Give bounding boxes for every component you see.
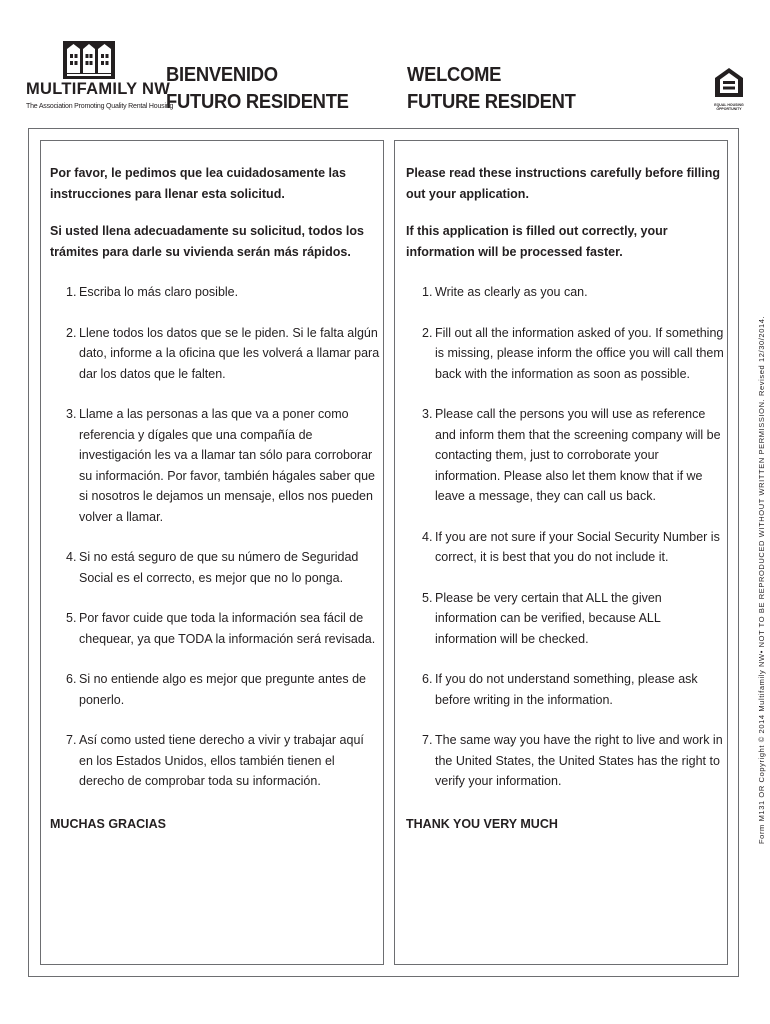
equal-housing-text-line1: EQUAL HOUSING xyxy=(714,103,744,107)
english-heading-line2: FUTURE RESIDENT xyxy=(407,91,576,113)
english-instruction-list xyxy=(406,282,724,792)
item-text: Llene todos los datos que se le piden. Si le falta algún dato, informe a la oficina que les volverá a llamar para dar los datos que le falten. xyxy=(79,325,380,381)
list-item xyxy=(406,669,724,710)
item-number: 1. xyxy=(66,285,77,299)
spanish-instructions xyxy=(50,163,380,834)
multifamily-nw-logo xyxy=(26,40,174,120)
item-number: 6. xyxy=(422,672,433,686)
list-item xyxy=(406,527,724,568)
equal-housing-text xyxy=(712,103,746,111)
item-text: Si no está seguro de que su número de Seguridad Social es el correcto, es mejor que no lo ponga. xyxy=(79,550,359,585)
english-intro-2: If this application is filled out correctly, your information will be processed faster. xyxy=(406,224,668,259)
item-text: Please call the persons you will use as reference and inform them that the screening company will be contacting them, just to corroborate your information. Please also let them know that if we leave a message, they can call us back. xyxy=(435,407,721,503)
item-text: Please be very certain that ALL the given information can be verified, because ALL information will be checked. xyxy=(435,590,662,646)
item-text: Escriba lo más claro posible. xyxy=(79,285,239,299)
list-item xyxy=(50,608,380,649)
list-item xyxy=(50,730,380,792)
spanish-intro-2: Si usted llena adecuadamente su solicitud, todos los trámites para darle su vivienda serán más rápidos. xyxy=(50,224,364,259)
item-number: 4. xyxy=(422,529,433,544)
item-number: 5. xyxy=(422,590,433,605)
item-text: If you do not understand something, please ask before writing in the information. xyxy=(435,672,698,707)
list-item xyxy=(406,404,724,507)
english-heading-line1: WELCOME xyxy=(407,64,502,86)
spanish-instruction-list xyxy=(50,282,380,792)
logo-tagline: The Association Promoting Quality Rental Housing xyxy=(26,103,174,110)
item-text: Así como usted tiene derecho a vivir y trabajar aquí en los Estados Unidos, ellos también tienen el derecho de comprobar toda su información. xyxy=(79,733,364,788)
list-item xyxy=(406,588,724,650)
english-intro-1: Please read these instructions carefully before filling out your application. xyxy=(406,166,720,201)
item-number: 7. xyxy=(422,733,433,747)
building-logo-icon xyxy=(62,40,116,80)
english-thanks: THANK YOU VERY MUCH xyxy=(406,816,558,831)
english-instructions xyxy=(406,163,724,834)
item-text: Por favor cuide que toda la información sea fácil de chequear, ya que TODA la información será revisada. xyxy=(79,611,376,646)
item-number: 3. xyxy=(66,407,77,421)
list-item xyxy=(50,404,380,527)
item-number: 2. xyxy=(66,325,77,340)
list-item xyxy=(50,669,380,710)
spanish-thanks: MUCHAS GRACIAS xyxy=(50,816,166,831)
spanish-intro-1: Por favor, le pedimos que lea cuidadosamente las instrucciones para llenar esta solicitud. xyxy=(50,166,346,201)
spanish-heading-line2: FUTURO RESIDENTE xyxy=(166,91,349,113)
spanish-heading-line1: BIENVENIDO xyxy=(166,64,278,86)
equal-housing-text-line2: OPPORTUNITY xyxy=(716,107,742,111)
logo-name: MULTIFAMILY NW xyxy=(26,80,171,98)
english-heading xyxy=(407,62,576,116)
item-text: The same way you have the right to live and work in the United States, the United States has the right to verify your information. xyxy=(435,733,723,788)
list-item xyxy=(50,282,380,303)
item-number: 3. xyxy=(422,407,433,421)
list-item xyxy=(50,323,380,385)
list-item xyxy=(50,547,380,588)
list-item xyxy=(406,730,724,792)
equal-housing-icon xyxy=(712,66,746,102)
list-item xyxy=(406,282,724,303)
list-item xyxy=(406,323,724,385)
item-text: Llame a las personas a las que va a poner como referencia y dígales que una compañía de investigación les va a llamar tan sólo para corroborar su información. Por favor, también hágales saber que si nosotros le dejamos un mensaje, ellos nos pueden volver a llamar. xyxy=(79,407,376,524)
item-text: Fill out all the information asked of you. If something is missing, please inform the office you will call them back with the information as soon as possible. xyxy=(435,325,724,381)
equal-housing-logo xyxy=(712,66,746,116)
item-number: 2. xyxy=(422,325,433,340)
item-number: 6. xyxy=(66,672,77,686)
spanish-heading xyxy=(166,62,349,116)
item-text: Si no entiende algo es mejor que pregunte antes de ponerlo. xyxy=(79,672,367,707)
item-number: 5. xyxy=(66,611,77,625)
copyright-side-note: Form M131 OR Copyright © 2014 Multifamily NW• NOT TO BE REPRODUCED WITHOUT WRITTEN PERMISSION. Revised 12/30/2014. xyxy=(757,315,766,844)
item-number: 7. xyxy=(66,733,77,747)
item-number: 1. xyxy=(422,285,433,299)
item-text: If you are not sure if your Social Security Number is correct, it is best that you do not include it. xyxy=(435,529,720,564)
item-text: Write as clearly as you can. xyxy=(435,285,588,299)
item-number: 4. xyxy=(66,550,77,564)
